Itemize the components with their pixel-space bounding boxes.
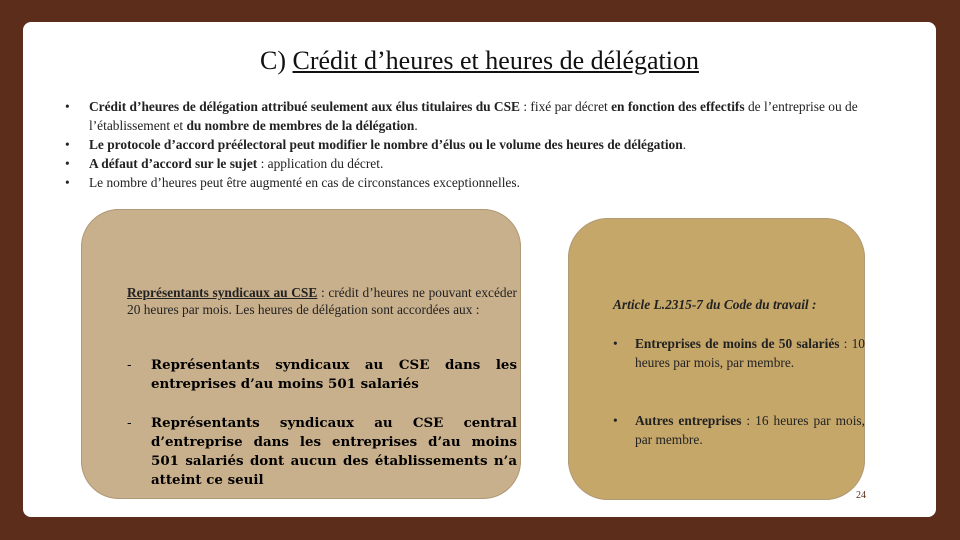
left-box: [81, 209, 521, 499]
bullet-text: Crédit d’heures de délégation attribué seulement aux élus titulaires du CSE: [89, 99, 520, 114]
bullet-text: : application du décret.: [257, 156, 384, 171]
bullet-text: .: [682, 137, 687, 152]
item-label: Entreprises de moins de 50 salariés: [635, 336, 840, 351]
item-rest: : 10 heures par mois, par membre.: [635, 336, 865, 370]
slide-title: [23, 46, 936, 76]
bullet-text: A défaut d’accord sur le sujet: [89, 156, 258, 171]
dash-marker: -: [127, 416, 132, 431]
list-item-text: Représentants syndicaux au CSE central d’entreprise dans les entreprises d’au moins 501 salariés dont aucun des établissements n’a atteint ce seuil: [151, 415, 517, 488]
article-reference: Article L.2315-7 du Code du travail :: [613, 297, 817, 312]
item-rest: : 16 heures par mois, par membre.: [635, 413, 865, 447]
bullet-text: de l’entreprise ou de l’établissement et: [89, 99, 858, 133]
list-item-text: Représentants syndicaux au CSE dans les entreprises d’au moins 501 salariés: [151, 357, 517, 392]
bullet-text: Le nombre d’heures peut être augmenté en cas de circonstances exceptionnelles.: [89, 175, 520, 190]
bullet-text: : fixé par décret: [520, 99, 612, 114]
intro-rest: : crédit d’heures ne pouvant excéder 20 heures par mois. Les heures de délégation sont accordées aux :: [127, 285, 518, 317]
bullet-text: en fonction des effectifs: [611, 99, 745, 114]
left-box-intro: [127, 284, 517, 318]
bullet-item: [65, 135, 915, 154]
bullet-text: du nombre de membres de la délégation: [186, 118, 415, 133]
dash-marker: -: [127, 358, 132, 373]
slide: [23, 22, 936, 517]
list-item: [613, 411, 865, 449]
bullet-text: .: [414, 118, 418, 133]
bullet-item: [65, 154, 915, 173]
bullet-list: [65, 97, 915, 192]
bullet-item: [65, 97, 915, 135]
bullet-marker: •: [613, 413, 618, 428]
intro-label: Représentants syndicaux au CSE: [127, 285, 318, 300]
bullet-marker: •: [613, 336, 618, 351]
list-item: [127, 414, 517, 490]
bullet-item: [65, 173, 915, 192]
title-text: Crédit d’heures et heures de délégation: [292, 46, 699, 75]
bullet-text: Le protocole d’accord préélectoral peut modifier le nombre d’élus ou le volume des heures de délégation: [89, 137, 683, 152]
item-label: Autres entreprises: [635, 413, 742, 428]
right-box: [568, 218, 865, 500]
title-prefix: C): [260, 46, 293, 75]
list-item: [613, 334, 865, 372]
page-number: 24: [856, 490, 866, 501]
list-item: [127, 356, 517, 394]
